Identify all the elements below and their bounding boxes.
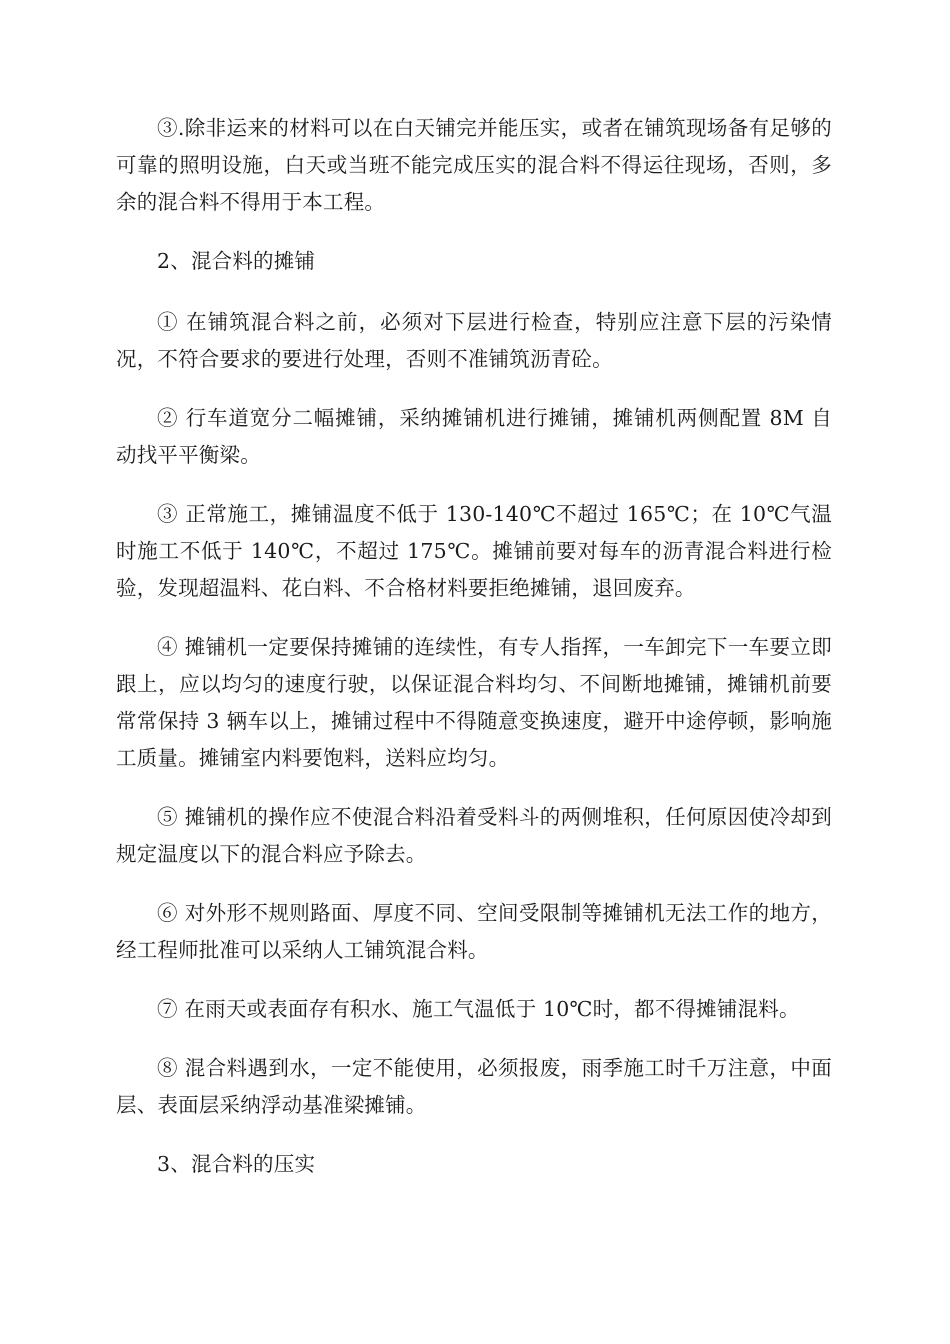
section-heading-paving: 2、混合料的摊铺 bbox=[157, 249, 316, 273]
paragraph-item-5-operation: ⑤ 摊铺机的操作应不使混合料沿着受料斗的两侧堆积，任何原因使冷却到规定温度以下的混合料应予除去。 bbox=[116, 805, 832, 866]
paragraph-item-1-inspection: ① 在铺筑混合料之前，必须对下层进行检查，特别应注意下层的污染情况，不符合要求的要进行处理，否则不准铺筑沥青砼。 bbox=[116, 310, 832, 371]
paragraph-item-6-manual-paving: ⑥ 对外形不规则路面、厚度不同、空间受限制等摊铺机无法工作的地方，经工程师批准可以采纳人工铺筑混合料。 bbox=[116, 901, 832, 962]
document-body bbox=[116, 110, 832, 1207]
paragraph-night-paving-rule: ③.除非运来的材料可以在白天铺完并能压实，或者在铺筑现场备有足够的可靠的照明设施，白天或当班不能完成压实的混合料不得运往现场，否则，多余的混合料不得用于本工程。 bbox=[116, 116, 832, 214]
paragraph-item-4-continuity: ④ 摊铺机一定要保持摊铺的连续性，有专人指挥，一车卸完下一车要立即跟上，应以均匀的速度行驶，以保证混合料均匀、不间断地摊铺，摊铺机前要常常保持 3 辆车以上，摊铺过程中不得随意变换速度，避开中途停顿，影响施工质量。摊铺室内料要饱料，送料应均匀。 bbox=[116, 635, 832, 770]
paragraph-item-7-weather: ⑦ 在雨天或表面存有积水、施工气温低于 10℃时，都不得摊铺混料。 bbox=[157, 997, 800, 1021]
paragraph-item-3-temperature: ③ 正常施工，摊铺温度不低于 130-140℃不超过 165℃；在 10℃气温时施工不低于 140℃，不超过 175℃。摊铺前要对每车的沥青混合料进行检验，发现超温料、花白料、不合格材料要拒绝摊铺，退回废弃。 bbox=[116, 502, 832, 600]
paragraph-item-8-water: ⑧ 混合料遇到水，一定不能使用，必须报废，雨季施工时千万注意，中面层、表面层采纳浮动基准梁摊铺。 bbox=[116, 1056, 832, 1117]
paragraph-item-2-paver-layout: ② 行车道宽分二幅摊铺，采纳摊铺机进行摊铺，摊铺机两侧配置 8M 自动找平平衡梁。 bbox=[116, 406, 832, 467]
section-heading-compaction: 3、混合料的压实 bbox=[157, 1152, 316, 1176]
